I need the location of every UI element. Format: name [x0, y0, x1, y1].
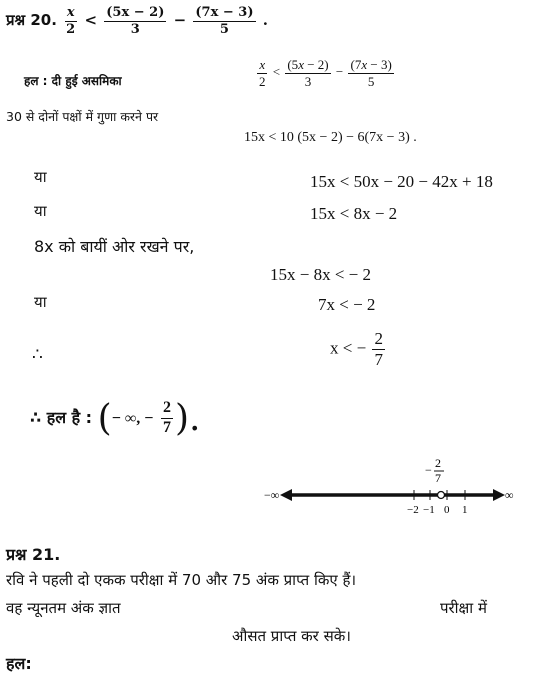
- ya-label-1: या: [34, 168, 47, 186]
- open-point-minus-2-7: [438, 492, 445, 499]
- step-2-equation: 15x < 50x − 20 − 42x + 18: [310, 172, 493, 191]
- tick-label-minus-1: −1: [423, 504, 435, 516]
- answer-line: ∴ हल है : (− ∞, − $\frac{2}{7}$ ).: [30, 398, 201, 439]
- question-20-label: प्रश्न 20.: [6, 11, 57, 30]
- move-8x-text: 8x को बायीं ओर रखने पर,: [34, 237, 195, 256]
- step-4-equation: 15x − 8x < − 2: [270, 265, 372, 284]
- number-line-top-num: 2: [435, 456, 441, 470]
- number-line-left-label: −∞: [264, 488, 280, 502]
- fraction-5x-2-over-3: $\frac{(5x - 2)}{3}$: [106, 5, 165, 37]
- therefore-symbol: ∴: [32, 345, 43, 365]
- question-21-label: प्रश्न 21.: [6, 545, 61, 564]
- given-inequality: $\frac{x}{2}$ < $\frac{(5x - 2)}{3}$ − $\frac{(7x - 3)}{5}$: [259, 57, 392, 89]
- multiply-by-30-text: 30 से दोनों पक्षों में गुणा करने पर: [6, 109, 159, 124]
- number-line-right-label: ∞: [505, 488, 514, 502]
- fraction-x-over-2: $\frac{x}{2}$: [66, 5, 76, 37]
- solution-21-label: हल:: [6, 654, 32, 673]
- number-line: [262, 452, 524, 524]
- question-21-line-1: रवि ने पहली दो एकक परीक्षा में 70 और 75 अंक प्राप्त किए हैं।: [6, 571, 357, 589]
- ya-label-2: या: [34, 202, 47, 220]
- question-21-line-3: औसत प्राप्त कर सके।: [232, 627, 351, 645]
- tick-label-0: 0: [444, 504, 450, 516]
- tick-label-1: 1: [462, 504, 468, 516]
- ya-label-3: या: [34, 293, 47, 311]
- solution-given-label: हल : दी हुई असमिका: [24, 74, 122, 88]
- question-21-line-2-left: वह न्यूनतम अंक ज्ञात: [6, 599, 121, 617]
- question-21-line-2-right: परीक्षा में: [440, 599, 487, 617]
- fraction-7x-3-over-5: $\frac{(7x - 3)}{5}$: [195, 5, 254, 37]
- number-line-top-den: 7: [435, 471, 441, 485]
- tick-label-minus-2: −2: [407, 504, 419, 516]
- question-20-header: प्रश्न 20. $\frac{x}{2}$ < $\frac{(5x - 2)}{3}$ − $\frac{(7x - 3)}{5}$ .: [6, 5, 268, 37]
- step-1-equation: 15x < 10 (5x − 2) − 6(7x − 3) .: [244, 130, 417, 145]
- number-line-right-arrow: [493, 489, 505, 501]
- step-6-equation: x < − $\frac{2}{7}$: [330, 329, 383, 369]
- number-line-left-arrow: [280, 489, 292, 501]
- step-3-equation: 15x < 8x − 2: [310, 204, 398, 223]
- number-line-top-minus: −: [425, 463, 432, 477]
- step-5-equation: 7x < − 2: [318, 295, 376, 314]
